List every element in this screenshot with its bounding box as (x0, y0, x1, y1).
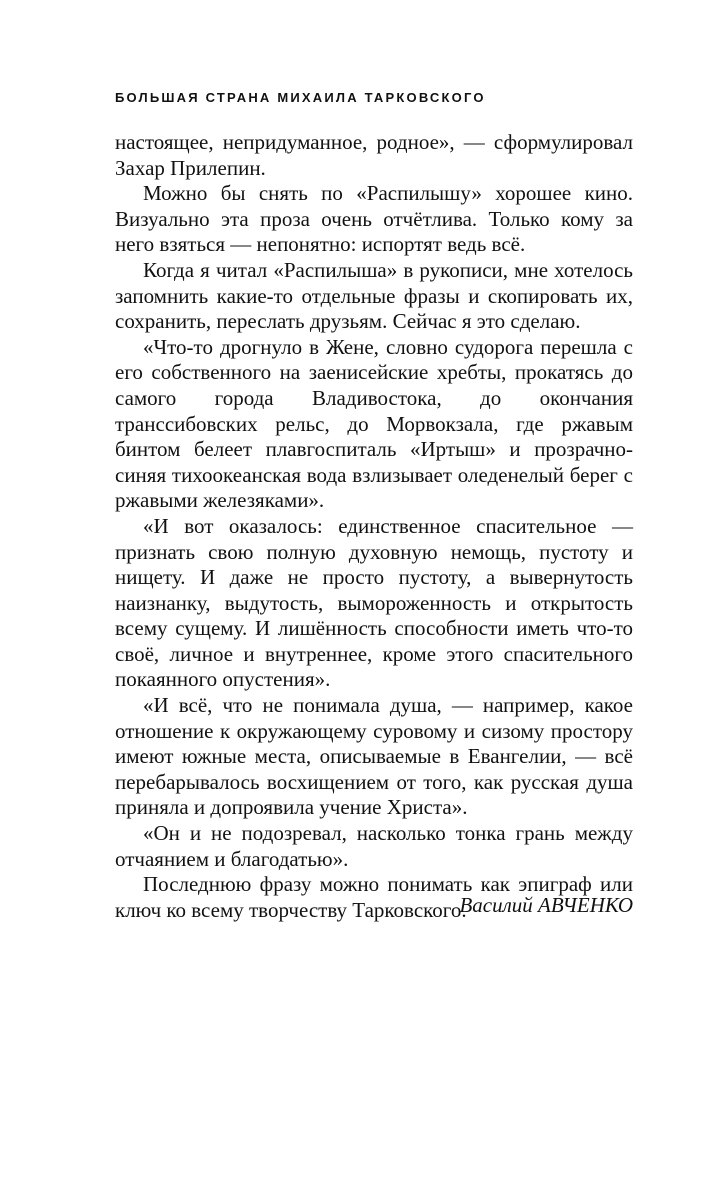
paragraph: Можно бы снять по «Распилышу» хорошее кино. Визуально эта проза очень отчётлива. Только кому за него взяться — непонятно: испортят ведь всё. (115, 181, 633, 257)
author-signature: Василий АВЧЕНКО (459, 893, 633, 917)
quote-paragraph: «Что-то дрогнуло в Жене, словно судорога перешла с его собственного на заенисейские хребты, прокатясь до самого города Владивостока, до окончания транссибовских рельс, до Морвокзала, где ржавым бинтом белеет плавгоспиталь «Иртыш» и прозрачно-синяя тихоокеанская вода взлизывает оледенелый берег с ржавыми железяками». (115, 334, 633, 513)
body-text (115, 130, 633, 923)
quote-paragraph: «И вот оказалось: единственное спасительное — признать свою полную духовную немощь, пустоту и нищету. И даже не просто пустоту, а вывернутость наизнанку, выдутость, вымороженность и открытость всему сущему. И лишённость способности иметь что-то своё, личное и внутреннее, кроме этого спасительного покаянного опустения». (115, 513, 633, 692)
paragraph: Последнюю фразу можно понимать как эпиграф или ключ ко всему творчеству Тарковского. (115, 872, 633, 922)
quote-paragraph: «И всё, что не понимала душа, — например, какое отношение к окружающему суровому и сизому простору имеют южные места, описываемые в Евангелии, — всё перебарывалось восхищением от того, как русская душа приняла и допроявила учение Христа». (115, 693, 633, 820)
quote-paragraph: «Он и не подозревал, насколько тонка грань между отчаянием и благодатью». (115, 821, 633, 871)
paragraph: Когда я читал «Распилыша» в рукописи, мне хотелось запомнить какие-то отдельные фразы и скопировать их, сохранить, переслать друзьям. Сейчас я это сделаю. (115, 257, 633, 334)
paragraph-continuation: настоящее, непридуманное, родное», — сформулировал Захар Прилепин. (115, 130, 633, 180)
running-head: БОЛЬШАЯ СТРАНА МИХАИЛА ТАРКОВСКОГО (115, 90, 486, 105)
